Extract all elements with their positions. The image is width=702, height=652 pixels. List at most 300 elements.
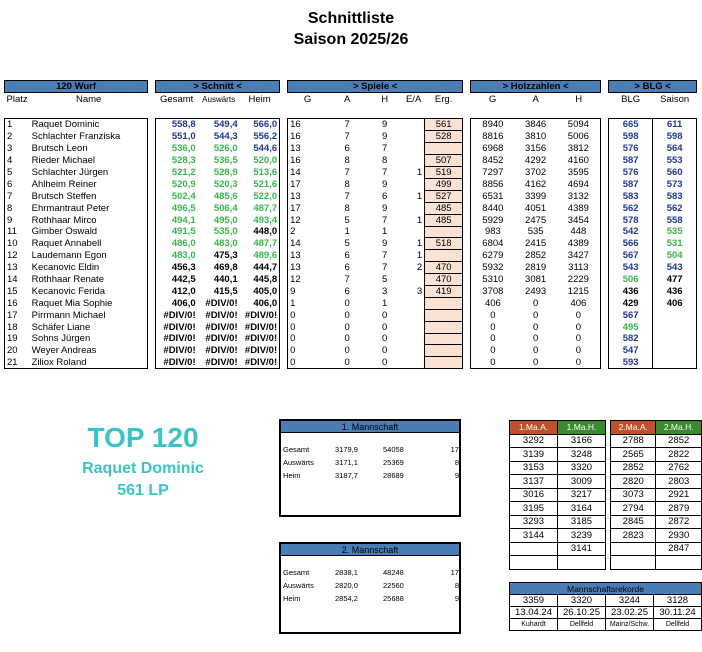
schnitt-cell: 405,0	[240, 286, 280, 298]
side-cell: 3217	[558, 488, 606, 502]
schnitt-table	[4, 80, 697, 369]
spiele-cell: 2	[416, 262, 423, 274]
spiele-cell: 0	[288, 345, 328, 357]
holz-cell: 5094	[557, 118, 601, 130]
schnitt-cell: 491,5	[156, 226, 198, 238]
holz-cell: 5929	[471, 214, 515, 226]
spiele-cell: 2	[288, 226, 328, 238]
rank-cell: 9	[5, 214, 30, 226]
spiele-cell: 13	[288, 250, 328, 262]
stat-cell: 2854,2	[335, 594, 358, 603]
schnitt-cell: #DIV/0!	[156, 357, 198, 369]
table-row	[5, 166, 697, 178]
name-cell: Kecanovic Ferida	[30, 286, 148, 298]
spiele-cell	[403, 130, 425, 142]
rank-cell: 1	[5, 118, 30, 130]
stat-cell: 28689	[383, 471, 404, 480]
blg-cell	[653, 345, 697, 357]
side-row	[611, 542, 702, 556]
schnitt-cell: 566,0	[240, 118, 280, 130]
schnitt-cell: 551,0	[156, 130, 198, 142]
table-row	[5, 238, 697, 250]
spiele-cell: 8	[344, 202, 350, 214]
schnitt-cell: #DIV/0!	[205, 298, 238, 310]
holz-cell: 2852	[525, 250, 547, 262]
spiele-cell: 485	[425, 202, 463, 214]
subheader-cell: H	[575, 94, 583, 106]
side-cell: 2879	[656, 502, 702, 516]
holz-cell: 4389	[557, 202, 601, 214]
rank-cell: 21	[5, 357, 30, 369]
blg-cell: 567	[609, 250, 653, 262]
spiele-cell: 0	[344, 298, 350, 310]
holz-cell: 983	[471, 226, 515, 238]
spiele-cell: 17	[288, 178, 328, 190]
side-row	[510, 542, 606, 556]
top-120-box	[68, 422, 218, 500]
spiele-cell: 1	[416, 238, 423, 250]
spiele-cell	[403, 345, 425, 357]
table-row	[5, 250, 697, 262]
holz-cell: 0	[515, 357, 557, 369]
name-cell: Kecanovic Eldin	[30, 262, 148, 274]
spiele-cell: 1	[416, 250, 423, 262]
spiele-cell	[425, 321, 463, 333]
schnitt-cell: #DIV/0!	[156, 309, 198, 321]
side-row	[611, 448, 702, 462]
subheader-cell: H	[381, 94, 389, 106]
spiele-cell: 6	[344, 262, 350, 274]
rank-cell: 5	[5, 166, 30, 178]
side-row	[611, 488, 702, 502]
record-cell: 3128	[654, 595, 702, 607]
spiele-cell	[425, 309, 463, 321]
schnitt-cell: 485,6	[213, 190, 238, 202]
side-cell	[611, 542, 656, 556]
schnitt-cell: 487,7	[240, 202, 280, 214]
holz-cell: 0	[557, 309, 601, 321]
mannschaft-2-title: 2. Mannschaft	[281, 544, 459, 556]
holz-cell: 3081	[525, 274, 547, 286]
side-row	[611, 529, 702, 543]
side-cell: 3195	[510, 502, 558, 516]
spiele-cell: 1	[344, 226, 350, 238]
spiele-cell: 1	[416, 166, 423, 178]
rank-cell: 20	[5, 345, 30, 357]
blg-cell: 506	[609, 274, 653, 286]
side-cell: 2845	[611, 515, 656, 529]
subheader-cell: Name	[75, 94, 102, 106]
name-cell: Laudemann Egon	[30, 250, 148, 262]
subheader-cell: Erg.	[434, 94, 453, 106]
schnitt-cell: 483,0	[156, 250, 198, 262]
spiele-cell	[403, 321, 425, 333]
name-cell: Raquet Dominic	[30, 118, 148, 130]
table-row	[5, 142, 697, 154]
rank-cell: 13	[5, 262, 30, 274]
holz-cell: 3427	[557, 250, 601, 262]
schnitt-cell: 535,0	[213, 226, 238, 238]
holz-cell: 6804	[471, 238, 515, 250]
stat-row	[281, 592, 459, 605]
blg-cell: 587	[609, 178, 653, 190]
holz-cell: 535	[527, 226, 544, 238]
spiele-cell: 7	[344, 190, 350, 202]
spiele-cell: 0	[381, 309, 388, 321]
holz-cell: 0	[532, 321, 539, 333]
spiele-cell: 9	[381, 238, 388, 250]
subheader-cell: Gesamt	[159, 94, 194, 106]
stat-cell: 25369	[383, 458, 404, 467]
spiele-cell	[403, 154, 425, 166]
blg-cell: 547	[609, 345, 653, 357]
side-row	[510, 461, 606, 475]
side-cell: 3009	[558, 475, 606, 489]
stat-cell: 25688	[383, 594, 404, 603]
table-row	[5, 309, 697, 321]
holz-cell: 0	[557, 321, 601, 333]
subheader-cell: Auswärts	[202, 95, 236, 105]
holz-cell: 4694	[557, 178, 601, 190]
header-blg: > BLG <	[609, 81, 697, 93]
blg-cell: 611	[653, 118, 697, 130]
side-row	[510, 529, 606, 543]
blg-cell: 576	[609, 166, 653, 178]
header-wurf: 120 Wurf	[5, 81, 148, 93]
rank-cell: 18	[5, 321, 30, 333]
name-cell: Sohns Jürgen	[30, 333, 148, 345]
holz-cell: 0	[532, 345, 539, 357]
subheader-cell: E/A	[405, 94, 422, 106]
side-cell: 2823	[611, 529, 656, 543]
stat-cell: 17	[450, 445, 459, 454]
spiele-cell: 0	[381, 333, 388, 345]
spiele-cell: 3	[416, 286, 423, 298]
table-row	[5, 130, 697, 142]
stat-cell: 2838,1	[335, 568, 358, 577]
spiele-cell	[425, 345, 463, 357]
rank-cell: 4	[5, 154, 30, 166]
spiele-cell: 1	[288, 298, 328, 310]
spiele-cell	[403, 142, 425, 154]
side-cell	[611, 556, 656, 570]
holz-cell: 0	[557, 345, 601, 357]
spiele-cell: 16	[288, 154, 328, 166]
subheader-cell: Platz	[6, 94, 28, 106]
schnitt-cell: #DIV/0!	[205, 333, 238, 345]
spiele-cell	[403, 357, 425, 369]
schnitt-cell: 445,8	[240, 274, 280, 286]
spiele-cell: 518	[425, 238, 463, 250]
record-cell: 13.04.24	[510, 607, 558, 619]
spiele-cell: 0	[344, 345, 350, 357]
side-cell: 3166	[558, 434, 606, 448]
name-cell: Ehrmantraut Peter	[30, 202, 148, 214]
blg-cell	[653, 321, 697, 333]
table-row	[5, 345, 697, 357]
record-cell: Dellfeld	[654, 619, 702, 631]
blg-cell: 542	[609, 226, 653, 238]
spiele-cell: 6	[381, 190, 388, 202]
schnitt-cell: #DIV/0!	[240, 333, 280, 345]
schnitt-cell: 494,1	[156, 214, 198, 226]
blg-cell: 567	[609, 309, 653, 321]
spiele-cell	[425, 298, 463, 310]
stat-row	[281, 443, 459, 456]
schnitt-cell: 536,5	[213, 154, 238, 166]
side-row	[611, 461, 702, 475]
stat-cell: 3179,9	[335, 445, 358, 454]
holz-cell: 4292	[525, 154, 547, 166]
table-row	[5, 226, 697, 238]
holz-cell: 0	[557, 357, 601, 369]
side-header-row	[611, 421, 702, 435]
side-cell: 2921	[656, 488, 702, 502]
side-row	[611, 434, 702, 448]
holz-cell: 3156	[525, 142, 547, 154]
holz-cell: 5006	[557, 130, 601, 142]
blg-cell: 566	[609, 238, 653, 250]
schnitt-cell: 486,0	[156, 238, 198, 250]
blg-cell: 429	[609, 298, 653, 310]
stat-cell: 48248	[383, 568, 404, 577]
schnitt-cell: 506,4	[213, 202, 238, 214]
holz-cell: 4162	[525, 178, 547, 190]
schnitt-cell: #DIV/0!	[240, 321, 280, 333]
spiele-cell: 470	[425, 274, 463, 286]
side-cell: 2794	[611, 502, 656, 516]
spiele-cell: 14	[288, 166, 328, 178]
spiele-cell: 7	[381, 250, 388, 262]
blg-cell: 576	[609, 142, 653, 154]
spiele-cell	[403, 309, 425, 321]
stat-row	[281, 566, 459, 579]
holz-cell: 4389	[557, 238, 601, 250]
side-cell: 3293	[510, 515, 558, 529]
side-cell: 3073	[611, 488, 656, 502]
holz-cell: 3595	[557, 166, 601, 178]
holz-cell: 0	[532, 333, 539, 345]
holz-cell: 2415	[525, 238, 547, 250]
holz-cell: 448	[557, 226, 601, 238]
record-cell: 3244	[606, 595, 654, 607]
holz-cell: 2819	[525, 262, 547, 274]
rank-cell: 14	[5, 274, 30, 286]
side-cell: 3141	[558, 542, 606, 556]
holz-cell: 3132	[557, 190, 601, 202]
team1-scores-table	[509, 420, 606, 570]
spiele-cell: 7	[328, 118, 367, 130]
side-row	[510, 475, 606, 489]
schnitt-cell: 520,0	[240, 154, 280, 166]
rank-cell: 2	[5, 130, 30, 142]
holz-cell: 5932	[471, 262, 515, 274]
name-cell: Rothhaar Mirco	[30, 214, 148, 226]
side-header-cell: 2.Ma.A.	[611, 421, 656, 435]
holz-cell: 0	[557, 333, 601, 345]
name-cell: Ziliox Roland	[30, 357, 148, 369]
rank-cell: 3	[5, 142, 30, 154]
table-row	[5, 202, 697, 214]
holz-cell: 2475	[525, 214, 547, 226]
spiele-cell	[425, 250, 463, 262]
spiele-cell: 7	[381, 262, 388, 274]
schnitt-cell: 522,0	[240, 190, 280, 202]
record-cell: Kuhardt	[510, 619, 558, 631]
holz-cell: 406	[557, 298, 601, 310]
spiele-cell: 499	[425, 178, 463, 190]
side-cell: 2852	[656, 434, 702, 448]
schnitt-cell: 442,5	[156, 274, 198, 286]
stat-cell: Gesamt	[283, 568, 310, 577]
side-row	[611, 475, 702, 489]
side-row	[510, 556, 606, 570]
blg-cell: 598	[653, 130, 697, 142]
name-cell: Schlachter Jürgen	[30, 166, 148, 178]
schnitt-cell: #DIV/0!	[156, 345, 198, 357]
spiele-cell: 0	[288, 321, 328, 333]
stat-cell: 17	[450, 568, 459, 577]
blg-cell: 543	[653, 262, 697, 274]
spiele-cell: 1	[416, 214, 423, 226]
spiele-cell: 470	[425, 262, 463, 274]
spiele-cell: 5	[344, 214, 350, 226]
spiele-cell	[403, 118, 425, 130]
subheader-cell: A	[343, 94, 351, 106]
table-row	[5, 214, 697, 226]
spiele-cell: 9	[381, 202, 388, 214]
side-row	[510, 448, 606, 462]
holz-cell: 2493	[525, 286, 547, 298]
spiele-cell: 519	[425, 166, 463, 178]
table-row	[5, 333, 697, 345]
stat-cell: 2820,0	[335, 581, 358, 590]
stat-cell: 9	[454, 471, 459, 480]
spiele-cell: 7	[344, 274, 350, 286]
side-row	[510, 434, 606, 448]
table-row	[5, 298, 697, 310]
mannschaft-2-box	[279, 542, 461, 634]
side-cell: 2762	[656, 461, 702, 475]
spiele-cell	[403, 226, 425, 238]
holz-cell: 3810	[525, 130, 547, 142]
side-header-row	[510, 421, 606, 435]
holz-cell: 0	[532, 298, 539, 310]
blg-cell: 560	[653, 166, 697, 178]
table-row	[5, 321, 697, 333]
record-cell: 3359	[510, 595, 558, 607]
stat-cell: Auswärts	[283, 458, 314, 467]
table-row	[5, 262, 697, 274]
side-cell: 2847	[656, 542, 702, 556]
holz-cell: 0	[471, 345, 515, 357]
holz-cell: 7297	[471, 166, 515, 178]
blg-cell: 593	[609, 357, 653, 369]
holz-cell: 3113	[557, 262, 601, 274]
spiele-cell: 507	[425, 154, 463, 166]
schnitt-cell: 444,7	[240, 262, 280, 274]
holz-cell: 6968	[471, 142, 515, 154]
schnitt-cell: #DIV/0!	[198, 357, 240, 369]
blg-cell: 583	[609, 190, 653, 202]
spiele-cell: 0	[381, 321, 388, 333]
subheader-cell: Saison	[660, 94, 690, 106]
stat-cell: Gesamt	[283, 445, 310, 454]
schnitt-cell: #DIV/0!	[205, 345, 238, 357]
schnitt-cell: 406,0	[240, 298, 280, 310]
schnitt-cell: 489,6	[240, 250, 280, 262]
schnitt-cell: #DIV/0!	[156, 333, 198, 345]
spiele-cell	[403, 274, 425, 286]
spiele-cell: 0	[288, 333, 328, 345]
side-cell: 2803	[656, 475, 702, 489]
spiele-cell: 7	[381, 214, 388, 226]
spiele-cell: 419	[425, 286, 463, 298]
side-row	[611, 502, 702, 516]
blg-cell	[653, 309, 697, 321]
rank-cell: 17	[5, 309, 30, 321]
schnitt-cell: 544,6	[240, 142, 280, 154]
schnitt-cell: 520,9	[156, 178, 198, 190]
holz-cell: 0	[532, 309, 539, 321]
table-row	[5, 274, 697, 286]
spiele-cell: 0	[288, 357, 328, 369]
stat-cell: 9	[454, 594, 459, 603]
side-header-cell: 1.Ma.H.	[558, 421, 606, 435]
side-cell: 2820	[611, 475, 656, 489]
stat-cell: Heim	[283, 594, 301, 603]
schnitt-cell: 544,3	[213, 130, 238, 142]
rank-cell: 10	[5, 238, 30, 250]
holz-cell: 2229	[557, 274, 601, 286]
blg-cell	[653, 357, 697, 369]
holz-cell: 6279	[471, 250, 515, 262]
header-schnitt: > Schnitt <	[156, 81, 280, 93]
blg-cell	[653, 333, 697, 345]
spiele-cell: 485	[425, 214, 463, 226]
record-cell: Dellfeld	[558, 619, 606, 631]
schnitt-cell: 415,5	[213, 286, 238, 298]
rank-cell: 15	[5, 286, 30, 298]
schnitt-cell: 469,8	[213, 262, 238, 274]
table-row	[5, 118, 697, 130]
schnitt-cell: 526,0	[213, 142, 238, 154]
table-row	[5, 357, 697, 369]
side-cell	[510, 542, 558, 556]
side-header-cell: 1.Ma.A.	[510, 421, 558, 435]
spiele-cell: 0	[381, 345, 388, 357]
record-cell: 23.02.25	[606, 607, 654, 619]
blg-cell: 582	[609, 333, 653, 345]
stat-row	[281, 579, 459, 592]
holz-cell: 3812	[557, 142, 601, 154]
top-score: 561 LP	[117, 482, 169, 499]
side-cell: 2872	[656, 515, 702, 529]
spiele-cell	[425, 226, 463, 238]
blg-cell: 598	[609, 130, 653, 142]
schnitt-cell: #DIV/0!	[156, 321, 198, 333]
spiele-cell: 7	[381, 166, 388, 178]
mannschaft-1-box	[279, 419, 461, 517]
holz-cell: 8440	[471, 202, 515, 214]
record-cell: 3320	[558, 595, 606, 607]
blg-cell: 562	[653, 202, 697, 214]
spiele-cell: 527	[425, 190, 463, 202]
spiele-cell: 0	[328, 357, 367, 369]
name-cell: Raquet Annabell	[30, 238, 148, 250]
rank-cell: 6	[5, 178, 30, 190]
spiele-cell	[403, 178, 425, 190]
